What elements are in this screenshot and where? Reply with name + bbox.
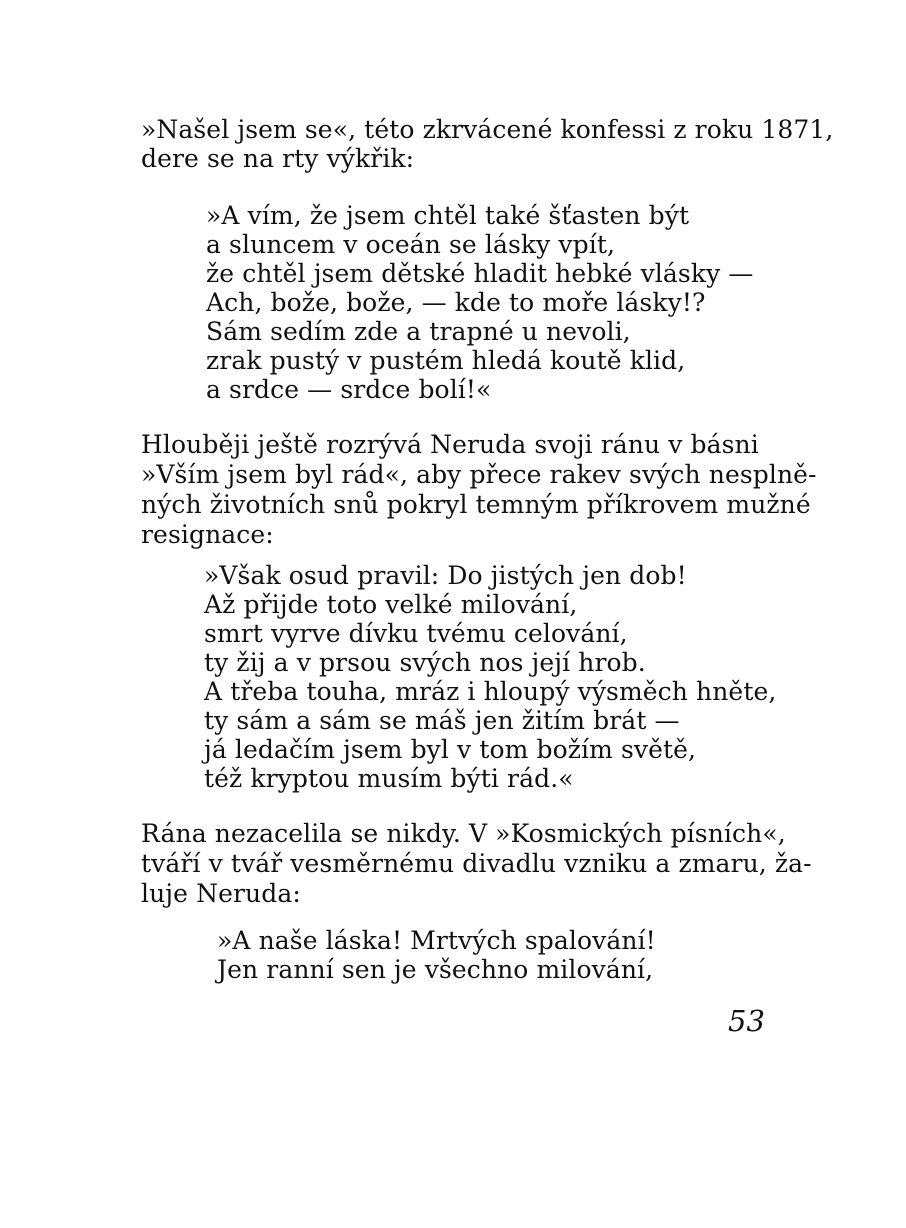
paragraph-2-line-2: »Vším jsem byl rád«, aby přece rakev svých nesplně- (141, 460, 817, 489)
verse-2-line-1: »Však osud pravil: Do jistých jen dob! (204, 561, 687, 590)
paragraph-3-line-2: tváří v tvář vesměrnému divadlu vzniku a zmaru, ža- (141, 849, 812, 878)
verse-2-line-3: smrt vyrve dívku tvému celování, (204, 619, 628, 648)
page-number: 53 (728, 1004, 765, 1038)
verse-3-line-1: »A naše láska! Mrtvých spalování! (217, 926, 656, 955)
verse-1-line-7: a srdce — srdce bolí!« (206, 375, 492, 404)
verse-1-line-5: Sám sedím zde a trapné u nevoli, (206, 317, 631, 346)
paragraph-2-line-4: resignace: (141, 520, 274, 549)
paragraph-3-line-1: Rána nezacelila se nikdy. V »Kosmických písních«, (141, 819, 786, 848)
verse-1-line-3: že chtěl jsem dětské hladit hebké vlásky — (206, 259, 754, 288)
verse-2-line-8: též kryptou musím býti rád.« (204, 764, 574, 793)
verse-1-line-4: Ach, bože, bože, — kde to moře lásky!? (206, 288, 706, 317)
paragraph-3-line-3: luje Neruda: (141, 879, 301, 908)
verse-1-line-2: a sluncem v oceán se lásky vpít, (206, 230, 616, 259)
verse-2-line-6: ty sám a sám se máš jen žitím brát — (204, 706, 680, 735)
verse-1-line-6: zrak pustý v pustém hledá koutě klid, (206, 346, 686, 375)
paragraph-1-line-1: »Našel jsem se«, této zkrvácené konfessi z roku 1871, (141, 115, 834, 144)
verse-2-line-5: A třeba touha, mráz i hloupý výsměch hněte, (204, 677, 777, 706)
paragraph-1-line-2: dere se na rty výkřik: (141, 144, 415, 173)
paragraph-2-line-3: ných životních snů pokryl temným příkrovem mužné (141, 490, 811, 519)
verse-1-line-1: »A vím, že jsem chtěl také šťasten být (206, 201, 690, 230)
verse-2-line-2: Až přijde toto velké milování, (204, 590, 578, 619)
paragraph-2-line-1: Hlouběji ještě rozrývá Neruda svoji ránu v básni (141, 430, 759, 459)
verse-2-line-7: já ledačím jsem byl v tom božím světě, (204, 735, 697, 764)
verse-3-line-2: Jen ranní sen je všechno milování, (217, 955, 654, 984)
verse-2-line-4: ty žij a v prsou svých nos její hrob. (204, 648, 646, 677)
